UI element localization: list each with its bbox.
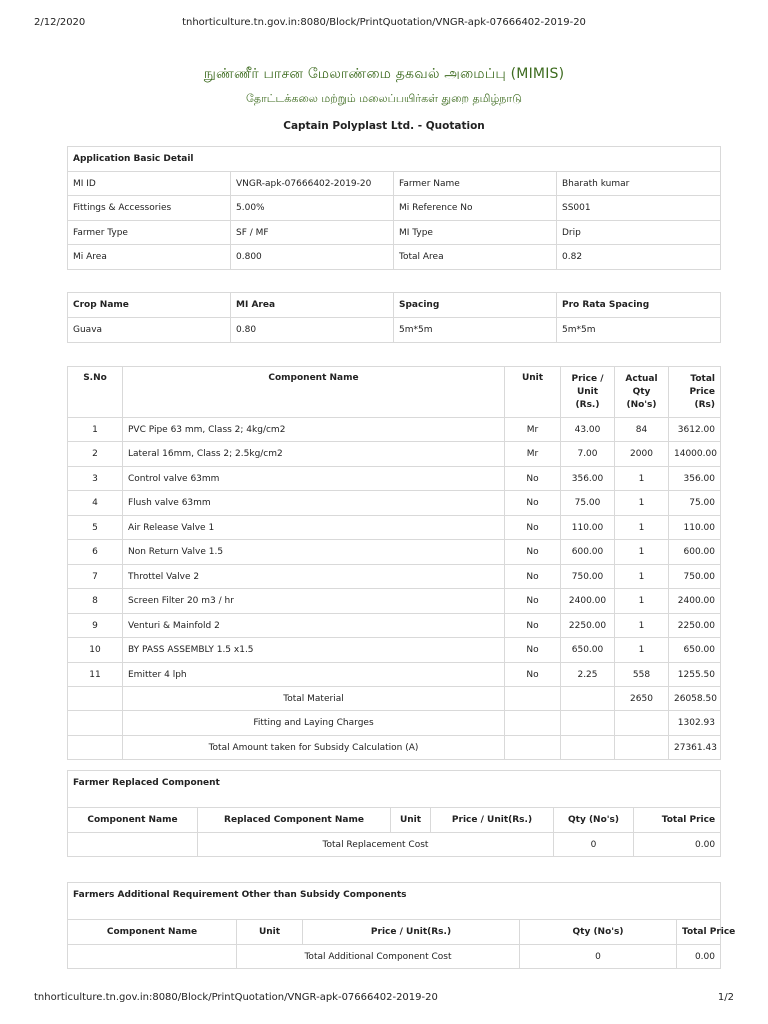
sno-cell: 3 [68,467,123,491]
sno-cell: 10 [68,638,123,663]
unit-cell: No [505,540,561,565]
blank-cell [505,736,561,760]
total-price-header: Total Price [677,920,721,945]
price-cell: 2250.00 [561,614,615,638]
table-row [68,196,721,221]
fitting-price: 1302.93 [669,711,721,736]
header-line: Total [690,374,715,384]
table-row [68,442,721,467]
subsidy-total-price: 27361.43 [669,736,721,760]
header-line: Qty [632,387,651,397]
total-price-cell: 750.00 [669,565,721,589]
print-date: 2/12/2020 [34,17,86,28]
table-row [68,638,721,663]
cell: Drip [557,221,721,245]
component-name-cell: Venturi & Mainfold 2 [123,614,505,638]
additional-header: Farmers Additional Requirement Other than Subsidy Components [68,883,721,920]
total-material-qty: 2650 [615,687,669,711]
component-name-cell: Non Return Valve 1.5 [123,540,505,565]
blank-cell [561,736,615,760]
table-row [68,589,721,614]
print-footer [34,992,734,1006]
cell: 5.00% [231,196,394,221]
cell: MI Type [394,221,557,245]
table-row [68,663,721,687]
table-row [68,318,721,343]
quotation-title: Captain Polyplast Ltd. - Quotation [283,120,485,132]
blank-cell [561,711,615,736]
qty-cell: 1 [615,638,669,663]
sno-cell: 11 [68,663,123,687]
cell: Bharath kumar [557,172,721,196]
cell: Mi Reference No [394,196,557,221]
total-price-cell: 1255.50 [669,663,721,687]
header-line: Actual [625,374,658,384]
page-number: 1/2 [717,992,734,1003]
additional-columns-row [68,920,721,945]
table-row [68,418,721,442]
qty-cell: 2000 [615,442,669,467]
header-line: Price / [571,374,604,384]
header-line: (Rs.) [575,400,600,410]
blank-cell [561,687,615,711]
component-name-cell: Air Release Valve 1 [123,516,505,540]
component-name-header: Component Name [123,367,505,418]
price-cell: 600.00 [561,540,615,565]
cell: Guava [68,318,231,343]
unit-header: Unit [237,920,303,945]
component-name-header: Component Name [68,808,198,833]
additional-total-row [68,945,721,969]
print-url: tnhorticulture.tn.gov.in:8080/Block/PrintQuotation/VNGR-apk-07666402-2019-20 [182,17,586,28]
price-cell: 7.00 [561,442,615,467]
total-price-cell: 14000.00 [669,442,721,467]
crop-name-header: Crop Name [68,293,231,318]
blank-cell [68,833,198,857]
fitting-row [68,711,721,736]
component-name-cell: Throttel Valve 2 [123,565,505,589]
component-name-cell: Lateral 16mm, Class 2; 2.5kg/cm2 [123,442,505,467]
qty-cell: 84 [615,418,669,442]
total-price-cell: 75.00 [669,491,721,516]
table-row [68,565,721,589]
price-cell: 2400.00 [561,589,615,614]
component-name-cell: Emitter 4 lph [123,663,505,687]
qty-cell: 1 [615,467,669,491]
replaced-header: Farmer Replaced Component [68,771,721,808]
header-line: Price [689,387,715,397]
price-cell: 750.00 [561,565,615,589]
component-name-cell: Screen Filter 20 m3 / hr [123,589,505,614]
sno-header: S.No [68,367,123,418]
total-price-cell: 356.00 [669,467,721,491]
replaced-columns-row [68,808,721,833]
replaced-component-table [67,770,721,857]
cell: MI ID [68,172,231,196]
price-cell: 75.00 [561,491,615,516]
subsidy-total-row [68,736,721,760]
sno-cell: 8 [68,589,123,614]
additional-requirement-table [67,882,736,969]
total-price-cell: 2250.00 [669,614,721,638]
subsidy-total-label: Total Amount taken for Subsidy Calculation (A) [123,736,505,760]
sno-cell: 5 [68,516,123,540]
qty-cell: 558 [615,663,669,687]
blank-cell [615,736,669,760]
cell: 5m*5m [394,318,557,343]
basic-detail-header: Application Basic Detail [68,147,721,172]
unit-cell: No [505,516,561,540]
blank-cell [68,736,123,760]
header-line: (No's) [626,400,657,410]
table-row [68,540,721,565]
replaced-total-row [68,833,721,857]
cell: VNGR-apk-07666402-2019-20 [231,172,394,196]
footer-url: tnhorticulture.tn.gov.in:8080/Block/PrintQuotation/VNGR-apk-07666402-2019-20 [34,992,438,1003]
pro-rata-header: Pro Rata Spacing [557,293,721,318]
additional-total-qty: 0 [520,945,677,969]
price-unit-header: Price / Unit(Rs.) [431,808,554,833]
cell: Farmer Type [68,221,231,245]
blank-cell [68,945,237,969]
qty-cell: 1 [615,589,669,614]
component-name-cell: BY PASS ASSEMBLY 1.5 x1.5 [123,638,505,663]
unit-cell: No [505,589,561,614]
price-cell: 2.25 [561,663,615,687]
fitting-label: Fitting and Laying Charges [123,711,505,736]
blank-cell [68,711,123,736]
page-title: நுண்ணீர் பாசன மேலாண்மை தகவல் அமைப்பு (MIMIS) [203,66,565,82]
table-row [68,172,721,196]
blank-cell [505,711,561,736]
sno-cell: 9 [68,614,123,638]
cell: 0.800 [231,245,394,270]
component-rows [68,418,721,687]
replaced-total-price: 0.00 [634,833,721,857]
replaced-name-header: Replaced Component Name [198,808,391,833]
price-unit-header: Price / Unit(Rs.) [303,920,520,945]
component-name-header: Component Name [68,920,237,945]
sno-cell: 1 [68,418,123,442]
price-cell: 356.00 [561,467,615,491]
table-row [68,614,721,638]
actual-qty-header [615,367,669,418]
component-name-cell: Control valve 63mm [123,467,505,491]
blank-cell [68,687,123,711]
unit-cell: No [505,614,561,638]
price-cell: 110.00 [561,516,615,540]
price-cell: 43.00 [561,418,615,442]
cell: SF / MF [231,221,394,245]
qty-header: Qty (No's) [554,808,634,833]
unit-cell: No [505,663,561,687]
header-line: (Rs) [694,400,715,410]
blank-cell [505,687,561,711]
sno-cell: 4 [68,491,123,516]
total-price-header [669,367,721,418]
mi-area-header: MI Area [231,293,394,318]
sno-cell: 7 [68,565,123,589]
cell: Mi Area [68,245,231,270]
blank-cell [615,711,669,736]
total-price-cell: 2400.00 [669,589,721,614]
price-cell: 650.00 [561,638,615,663]
additional-total-price: 0.00 [677,945,721,969]
total-price-cell: 3612.00 [669,418,721,442]
table-row [68,467,721,491]
basic-detail-table [67,146,721,270]
unit-header: Unit [391,808,431,833]
component-name-cell: PVC Pipe 63 mm, Class 2; 4kg/cm2 [123,418,505,442]
replaced-total-label: Total Replacement Cost [198,833,554,857]
price-unit-header [561,367,615,418]
print-header [34,17,734,31]
cell: Fittings & Accessories [68,196,231,221]
table-row [68,491,721,516]
unit-cell: Mr [505,418,561,442]
cell: 5m*5m [557,318,721,343]
replaced-total-qty: 0 [554,833,634,857]
component-header-row [68,367,721,418]
total-price-header: Total Price [634,808,721,833]
sno-cell: 2 [68,442,123,467]
cell: 0.80 [231,318,394,343]
component-name-cell: Flush valve 63mm [123,491,505,516]
cell: Total Area [394,245,557,270]
total-price-cell: 600.00 [669,540,721,565]
sno-cell: 6 [68,540,123,565]
component-table [67,366,721,760]
spacing-header: Spacing [394,293,557,318]
cell: Farmer Name [394,172,557,196]
total-material-price: 26058.50 [669,687,721,711]
total-price-cell: 110.00 [669,516,721,540]
unit-cell: No [505,467,561,491]
qty-cell: 1 [615,540,669,565]
cell: SS001 [557,196,721,221]
qty-cell: 1 [615,491,669,516]
table-row [68,221,721,245]
unit-cell: No [505,638,561,663]
table-row [68,516,721,540]
unit-cell: No [505,491,561,516]
additional-total-label: Total Additional Component Cost [237,945,520,969]
header-line: Unit [576,387,599,397]
table-row [68,245,721,270]
qty-cell: 1 [615,516,669,540]
qty-header: Qty (No's) [520,920,677,945]
department-title: தோட்டக்கலை மற்றும் மலைப்பயிர்கள் துறை தமிழ்நாடு [246,92,522,105]
cell: 0.82 [557,245,721,270]
qty-cell: 1 [615,565,669,589]
qty-cell: 1 [615,614,669,638]
total-material-label: Total Material [123,687,505,711]
crop-table [67,292,721,343]
unit-header: Unit [505,367,561,418]
total-price-cell: 650.00 [669,638,721,663]
total-material-row [68,687,721,711]
unit-cell: No [505,565,561,589]
unit-cell: Mr [505,442,561,467]
